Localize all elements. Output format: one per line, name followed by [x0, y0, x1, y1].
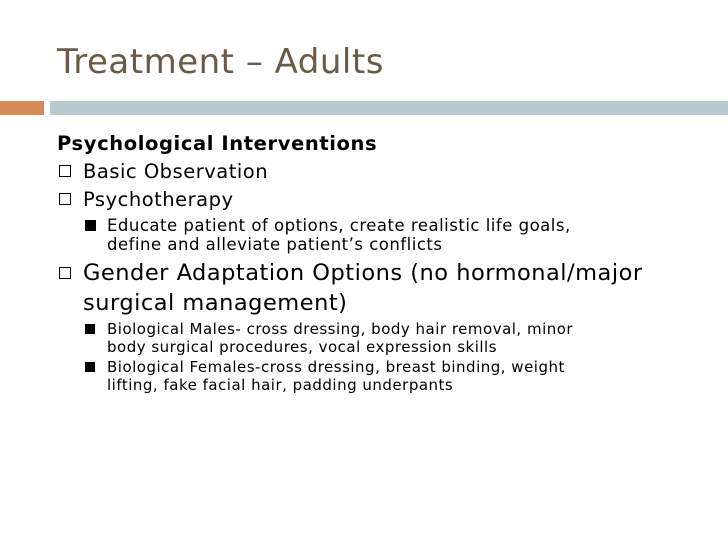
- sub-bullet-text-line: Biological Males- cross dressing, body hair removal, minor: [107, 320, 574, 338]
- hollow-square-bullet-icon: [59, 165, 71, 177]
- bullet-text: Basic Observation: [83, 160, 269, 183]
- sub-bullet-biological-females: [57, 358, 717, 394]
- bullet-text-line: surgical management): [83, 290, 348, 316]
- accent-bar-left: [0, 101, 44, 115]
- filled-square-bullet-icon: [85, 220, 96, 231]
- bullet-text-line: Gender Adaptation Options (no hormonal/major: [83, 260, 643, 286]
- bullet-basic-observation: [57, 158, 717, 186]
- filled-square-bullet-icon: [85, 362, 95, 372]
- sub-bullet-text-line: Biological Females-cross dressing, breast binding, weight: [107, 358, 565, 376]
- sub-bullet-text-line: lifting, fake facial hair, padding underpants: [107, 376, 454, 394]
- bullet-text: Psychotherapy: [83, 188, 234, 211]
- slide-title: Treatment – Adults: [57, 42, 384, 82]
- sub-bullet-text-line: define and alleviate patient’s conflicts: [107, 235, 443, 254]
- filled-square-bullet-icon: [85, 324, 95, 334]
- section-heading: Psychological Interventions: [57, 132, 378, 155]
- slide-body: [57, 132, 717, 396]
- sub-bullet-text-line: Educate patient of options, create realistic life goals,: [107, 216, 571, 235]
- bullet-gender-adaptation: [57, 258, 717, 318]
- bullet-psychotherapy: [57, 186, 717, 214]
- sub-bullet-text-line: body surgical procedures, vocal expression skills: [107, 338, 498, 356]
- accent-bar-right: [50, 101, 728, 115]
- hollow-square-bullet-icon: [59, 193, 71, 205]
- sub-bullet-psychotherapy-detail: [57, 216, 717, 254]
- sub-bullet-biological-males: [57, 320, 717, 356]
- hollow-square-bullet-icon: [59, 267, 71, 279]
